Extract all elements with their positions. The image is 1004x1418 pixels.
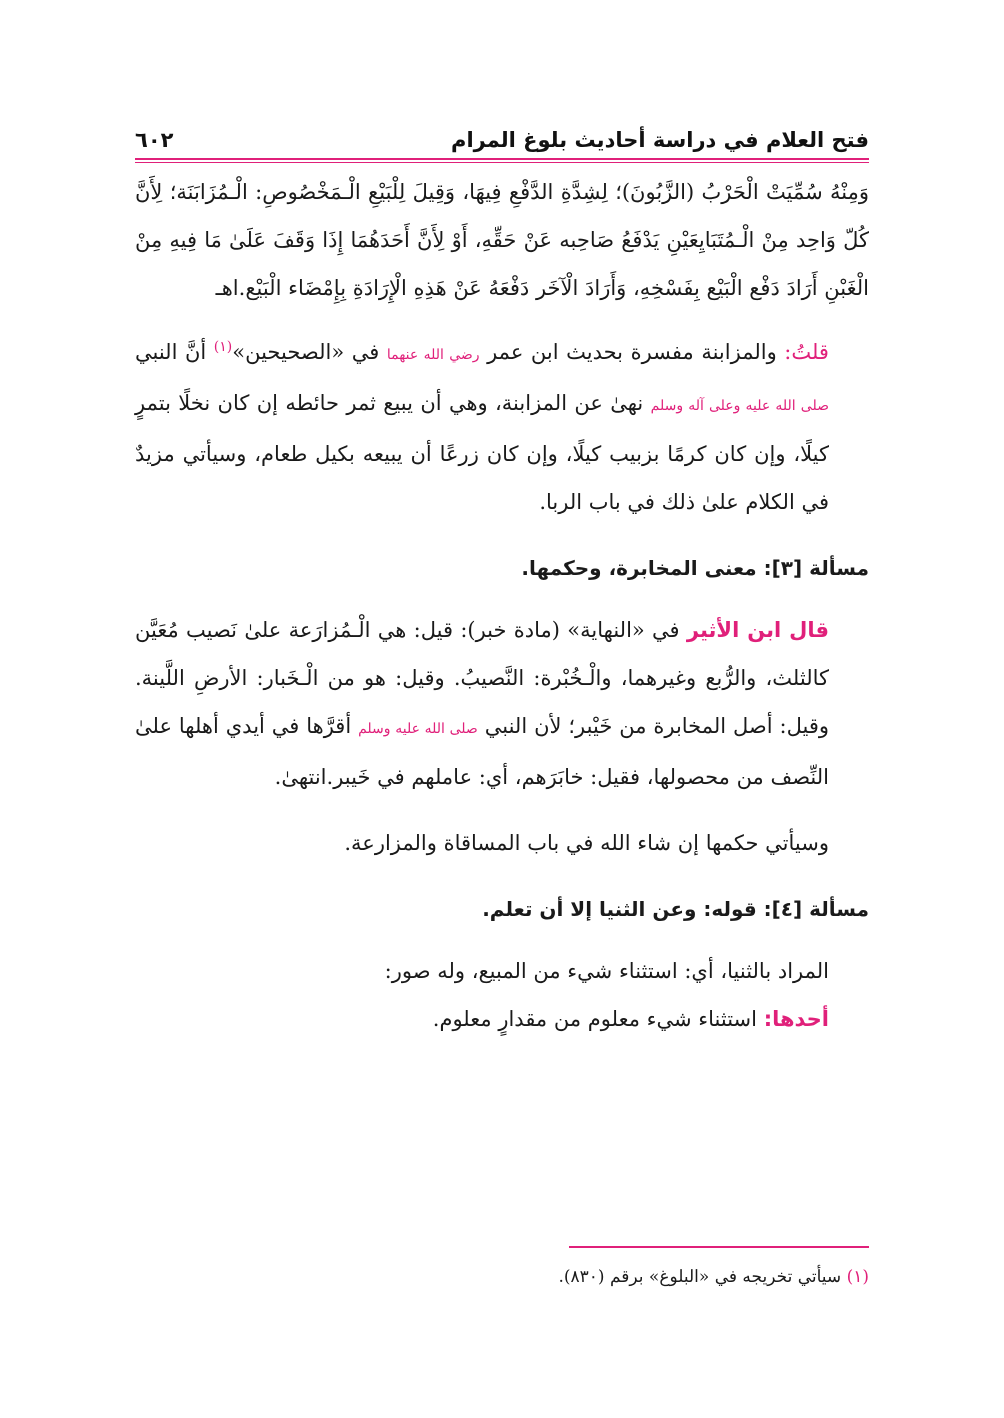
footnote-marker[interactable]: (١): [213, 339, 233, 355]
page-number: ٦٠٢: [135, 128, 174, 152]
p1-text-a: والمزابنة مفسرة بحديث ابن عمر: [487, 340, 777, 364]
heading-4-title: قوله: وعن الثنيا إلا أن تعلم.: [482, 897, 757, 921]
first-case-text: استثناء شيء معلوم من مقدارٍ معلوم.: [432, 1007, 757, 1031]
header-rule-thin: [135, 162, 869, 163]
p2-text-a: في «النهاية» (مادة خبر): قيل: هي الْـمُزارَعة علىٰ نَصيب مُعَيَّن كالثلث، والرُّبع وغيرهما، والْـخُبْرة: النَّصيبُ. وقيل: هو من الْـخَبار: الأرضِ اللَّينة. وقيل: أصل المخابرة من خَيْبر؛ لأن النبي: [135, 618, 830, 738]
paragraph-mukhabara: [135, 606, 869, 801]
salawat-icon-2: صلى الله عليه وسلم: [358, 721, 478, 737]
paragraph-muzabana: [135, 328, 869, 526]
author-name: قال ابن الأثير: [686, 618, 829, 642]
quoted-passage: وَمِنْهُ سُمِّيَتْ الْحَرْبُ (الزَّبُونَ)؛ لِشِدَّةِ الدَّفْعِ فِيهَا، وَقِيلَ لِلْبَيْعِ الْـمَخْصُوصِ: الْـمُزَابَنَة؛ لِأَنَّ كُلّ وَاحِد مِنْ الْـمُتَبَايِعَيْنِ يَدْفَعُ صَاحِبه عَنْ حَقِّهِ، أَوْ لِأَنَّ أَحَدَهُمَا إِذَا وَقَفَ عَلَىٰ مَا فِيهِ مِنْ الْغَبْنِ أَرَادَ دَفْع الْبَيْع بِفَسْخِهِ، وَأَرَادَ الْآخَر دَفْعَهُ عَنْ هَذِهِ الْإِرَادَةِ بِإِمْضَاء الْبَيْع.اهـ: [135, 180, 869, 300]
first-case-label: أحدها:: [763, 1007, 829, 1031]
heading-3-title: معنى المخابرة، وحكمها.: [521, 556, 757, 580]
footnote-rule: [569, 1246, 869, 1248]
section-heading-4: [135, 885, 869, 933]
honorific-icon: رضي الله عنهما: [386, 347, 480, 363]
heading-4-label: مسألة [٤]:: [763, 897, 869, 921]
paragraph-ruling: وسيأتي حكمها إن شاء الله في باب المساقاة والمزارعة.: [344, 831, 829, 855]
page-body: [135, 168, 869, 1043]
paragraph-thunya: المراد بالثنيا، أي: استثناء شيء من المبيع، وله صور:: [384, 959, 829, 983]
qultu-label: قلتُ:: [784, 340, 829, 364]
footnote: [135, 1262, 869, 1292]
footnote-text: سيأتي تخريجه في «البلوغ» برقم (٨٣٠).: [558, 1267, 842, 1287]
header-rule: [135, 158, 869, 160]
p1-text-c: أنَّ النبي: [135, 340, 207, 364]
p1-text-b: في «الصحيحين»: [232, 340, 380, 364]
paragraph-first-case: [135, 995, 869, 1043]
heading-3-label: مسألة [٣]:: [763, 556, 869, 580]
book-title: فتح العلام في دراسة أحاديث بلوغ المرام: [451, 128, 869, 152]
page-header: [135, 118, 869, 158]
p1-text-d: نهىٰ عن المزابنة، وهي أن يبيع ثمر حائطه إن كان نخلًا بتمرٍ كيلًا، وإن كان كرمًا بزبيب كيلًا، وإن كان زرعًا أن يبيعه بكيل طعام، وسيأتي مزيدٌ في الكلام علىٰ ذلك في باب الربا.: [135, 391, 829, 514]
p2-text-b: أقرَّها في أيدي أهلها علىٰ النِّصف من محصولها، فقيل: خابَرَهم، أي: عاملهم في خَيبر.انتهىٰ.: [135, 714, 829, 789]
salawat-icon: صلى الله عليه وعلى آله وسلم: [650, 398, 829, 414]
footnote-number: (١): [846, 1267, 869, 1287]
section-heading-3: [135, 544, 869, 592]
